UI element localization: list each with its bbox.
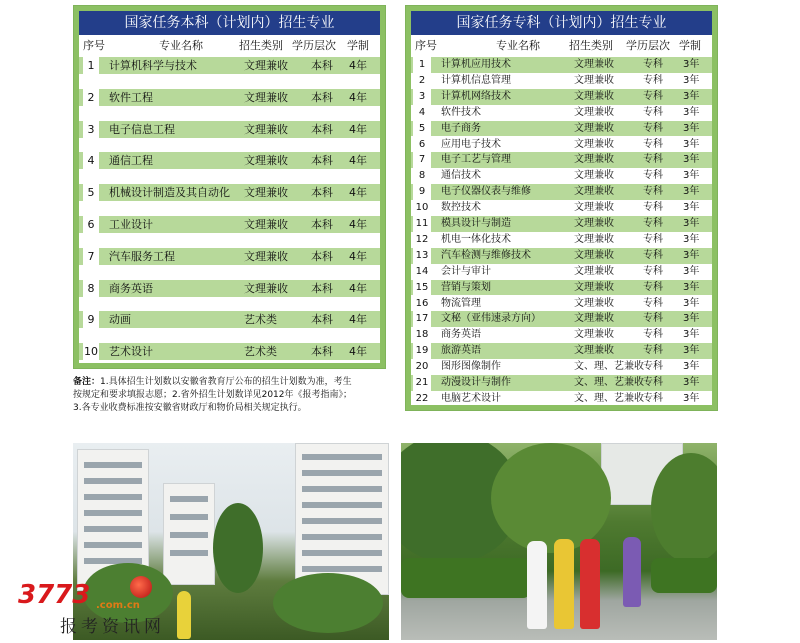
- table-row: [411, 105, 712, 121]
- education-level: 专科: [643, 249, 663, 261]
- table-row: [411, 137, 712, 153]
- education-level: 本科: [311, 313, 333, 327]
- watermark-domain: .com.cn: [96, 600, 140, 611]
- study-years: 3年: [683, 377, 700, 388]
- row-number: 21: [413, 375, 431, 391]
- education-level: 专科: [643, 329, 663, 341]
- study-years: 3年: [683, 218, 700, 229]
- table-row: [411, 152, 712, 168]
- study-years: 3年: [683, 297, 700, 309]
- table-row: [411, 248, 712, 264]
- row-number: 11: [413, 216, 431, 232]
- education-level: 本科: [311, 154, 333, 168]
- study-years: 3年: [683, 361, 700, 373]
- education-level: 专科: [643, 392, 663, 404]
- study-years: 4年: [349, 59, 367, 72]
- student-figure: [527, 541, 547, 629]
- site-watermark-logo: [18, 576, 178, 640]
- associate-majors-table: [405, 5, 718, 411]
- table-row: [411, 296, 712, 312]
- major-name: 电子信息工程: [109, 122, 175, 136]
- table-body: [79, 11, 380, 363]
- row-number: 5: [83, 184, 99, 201]
- study-years: 3年: [683, 154, 700, 166]
- major-name: 汽车服务工程: [109, 249, 175, 263]
- admission-category: 艺术类: [244, 345, 277, 359]
- row-number: 4: [418, 106, 426, 118]
- study-years: 3年: [683, 265, 700, 277]
- table-row: [411, 280, 712, 296]
- table-row: [411, 121, 712, 137]
- table-row: [79, 343, 380, 360]
- admission-category: 文理兼收: [574, 233, 614, 245]
- major-name: 应用电子技术: [441, 138, 501, 150]
- education-level: 专科: [643, 106, 663, 118]
- col-header-category: 招生类别: [239, 39, 283, 52]
- footnote-label: 备注：: [73, 377, 101, 387]
- education-level: 专科: [643, 122, 663, 134]
- row-number: 12: [415, 233, 429, 245]
- row-number: 7: [83, 248, 99, 265]
- major-name: 通信工程: [109, 154, 153, 168]
- study-years: 4年: [349, 122, 367, 136]
- table-row: [411, 327, 712, 343]
- study-years: 4年: [349, 313, 367, 327]
- education-level: 专科: [643, 90, 663, 102]
- education-level: 专科: [643, 74, 663, 86]
- row-number: 2: [418, 74, 426, 86]
- footnote-line-3: 3.各专业收费标准按安徽省财政厅和物价局相关规定执行。: [73, 403, 307, 413]
- table-row: [79, 184, 380, 201]
- major-name: 工业设计: [109, 218, 153, 231]
- table-row: [411, 89, 712, 105]
- admission-category: 文理兼收: [244, 122, 288, 136]
- major-name: 计算机应用技术: [441, 59, 511, 70]
- table-row: [79, 121, 380, 138]
- row-number: 17: [413, 311, 431, 327]
- study-years: 4年: [349, 154, 367, 168]
- major-name: 计算机信息管理: [441, 74, 511, 86]
- student-figure: [623, 537, 641, 607]
- admission-category: 文理兼收: [244, 154, 288, 168]
- major-name: 商务英语: [441, 329, 481, 341]
- admission-category: 文理兼收: [574, 59, 614, 70]
- row-number: 18: [415, 329, 429, 341]
- major-name: 动画: [109, 313, 131, 327]
- education-level: 专科: [643, 345, 663, 357]
- major-name: 软件工程: [109, 90, 153, 104]
- study-years: 3年: [683, 249, 700, 261]
- col-header-years: 学制: [679, 39, 701, 52]
- admission-category: 文理兼收: [244, 90, 288, 104]
- admission-category: 文理兼收: [244, 249, 288, 263]
- col-header-level: 学历层次: [626, 39, 670, 52]
- table-row: [79, 248, 380, 265]
- col-header-category: 招生类别: [569, 39, 613, 52]
- admission-category: 文理兼收: [574, 186, 614, 198]
- tree: [651, 453, 717, 563]
- table-title: 国家任务专科（计划内）招生专业: [411, 11, 712, 35]
- table-row: [411, 184, 712, 200]
- study-years: 4年: [349, 249, 367, 263]
- row-number: 7: [413, 152, 431, 168]
- table-row: [411, 264, 712, 280]
- study-years: 3年: [683, 90, 700, 102]
- education-level: 专科: [643, 377, 663, 388]
- major-name: 数控技术: [441, 202, 481, 214]
- admission-category: 文理兼收: [574, 249, 614, 261]
- hedge: [651, 558, 717, 593]
- row-number: 15: [413, 280, 431, 296]
- major-name: 物流管理: [441, 297, 481, 309]
- major-name: 会计与审计: [441, 265, 491, 277]
- table-header-row: [79, 37, 380, 55]
- admission-category: 文理兼收: [574, 106, 614, 118]
- admission-category: 文理兼收: [574, 297, 614, 309]
- education-level: 专科: [643, 59, 663, 70]
- row-number: 3: [83, 121, 99, 138]
- student-figure: [580, 539, 600, 629]
- major-name: 旅游英语: [441, 345, 481, 357]
- major-name: 软件技术: [441, 106, 481, 118]
- admission-category: 文理兼收: [574, 138, 614, 150]
- major-name: 机电一体化技术: [441, 233, 511, 245]
- study-years: 3年: [683, 138, 700, 150]
- study-years: 3年: [683, 329, 700, 341]
- table-row: [411, 200, 712, 216]
- study-years: 3年: [683, 74, 700, 86]
- table-row: [411, 57, 712, 73]
- admission-category: 艺术类: [244, 313, 277, 327]
- table-row: [411, 73, 712, 89]
- major-name: 计算机网络技术: [441, 90, 511, 102]
- admission-category: 文理兼收: [574, 170, 614, 182]
- building-right: [295, 443, 389, 595]
- tree: [213, 503, 263, 593]
- footnote: [73, 376, 393, 415]
- watermark-number: 3773: [18, 580, 91, 610]
- major-name: 营销与策划: [441, 281, 491, 293]
- row-number: 4: [83, 152, 99, 169]
- admission-category: 文理兼收: [574, 313, 614, 325]
- table-row: [411, 168, 712, 184]
- table-header-row: [411, 37, 712, 55]
- admission-category: 文理兼收: [574, 154, 614, 166]
- hedge: [273, 573, 383, 633]
- row-number: 1: [413, 57, 431, 73]
- admission-category: 文、理、艺兼收: [574, 361, 644, 373]
- col-header-name: 专业名称: [496, 39, 540, 52]
- education-level: 本科: [311, 186, 333, 200]
- major-name: 电子仪器仪表与维修: [441, 186, 531, 198]
- logo-ball-icon: [130, 576, 152, 598]
- study-years: 3年: [683, 170, 700, 182]
- footnote-line-2: 按规定和要求填报志愿；2.省外招生计划数详见2012年《报考指南》；: [73, 390, 352, 400]
- study-years: 3年: [683, 313, 700, 325]
- study-years: 4年: [349, 90, 367, 104]
- admission-category: 文理兼收: [244, 59, 288, 72]
- admission-category: 文理兼收: [574, 345, 614, 357]
- admission-category: 文、理、艺兼收: [574, 377, 644, 388]
- study-years: 4年: [349, 186, 367, 200]
- education-level: 专科: [643, 170, 663, 182]
- major-name: 艺术设计: [109, 345, 153, 359]
- table-row: [79, 152, 380, 169]
- table-row: [411, 232, 712, 248]
- admission-category: 文理兼收: [244, 186, 288, 200]
- major-name: 模具设计与制造: [441, 218, 511, 229]
- row-number: 10: [84, 345, 98, 359]
- admission-category: 文理兼收: [574, 218, 614, 229]
- education-level: 本科: [311, 345, 333, 359]
- major-name: 图形图像制作: [441, 361, 501, 373]
- education-level: 专科: [643, 313, 663, 325]
- education-level: 本科: [311, 281, 333, 295]
- table-row: [411, 216, 712, 232]
- education-level: 本科: [311, 249, 333, 263]
- row-number: 3: [413, 89, 431, 105]
- education-level: 专科: [643, 281, 663, 293]
- watermark-text: 报考资讯网: [60, 617, 165, 637]
- undergraduate-majors-table: [73, 5, 386, 369]
- education-level: 专科: [643, 138, 663, 150]
- major-name: 电脑艺术设计: [441, 392, 501, 404]
- education-level: 专科: [643, 265, 663, 277]
- major-name: 文秘（亚伟速录方向）: [441, 313, 541, 325]
- admission-category: 文理兼收: [574, 90, 614, 102]
- table-row: [79, 280, 380, 297]
- row-number: 22: [415, 392, 429, 404]
- col-header-level: 学历层次: [292, 39, 336, 52]
- students-walking-photo: [401, 443, 717, 640]
- admission-category: 文理兼收: [574, 122, 614, 134]
- row-number: 8: [83, 280, 99, 297]
- hedge: [401, 558, 531, 598]
- study-years: 3年: [683, 106, 700, 118]
- col-header-name: 专业名称: [159, 39, 203, 52]
- admission-category: 文理兼收: [574, 74, 614, 86]
- table-row: [411, 343, 712, 359]
- student-figure: [177, 591, 191, 639]
- table-row: [411, 391, 712, 407]
- education-level: 本科: [311, 90, 333, 104]
- education-level: 本科: [311, 218, 333, 231]
- education-level: 专科: [643, 233, 663, 245]
- building-far: [163, 483, 215, 585]
- col-header-no: 序号: [83, 39, 105, 52]
- study-years: 3年: [683, 281, 700, 293]
- row-number: 6: [418, 138, 426, 150]
- tree: [491, 443, 611, 553]
- admission-category: 文理兼收: [574, 202, 614, 214]
- major-name: 汽车检测与维修技术: [441, 249, 531, 261]
- row-number: 13: [413, 248, 431, 264]
- study-years: 4年: [349, 345, 367, 359]
- education-level: 专科: [643, 186, 663, 198]
- row-number: 16: [415, 297, 429, 309]
- admission-category: 文理兼收: [244, 281, 288, 295]
- footnote-line-1: 1.具体招生计划数以安徽省教育厅公布的招生计划数为准，考生: [100, 377, 352, 387]
- study-years: 3年: [683, 186, 700, 198]
- student-figure: [554, 539, 574, 629]
- study-years: 3年: [683, 345, 700, 357]
- study-years: 3年: [683, 202, 700, 214]
- major-name: 电子工艺与管理: [441, 154, 511, 166]
- major-name: 通信技术: [441, 170, 481, 182]
- admission-category: 文、理、艺兼收: [574, 392, 644, 404]
- education-level: 专科: [643, 202, 663, 214]
- table-row: [79, 57, 380, 74]
- row-number: 6: [83, 216, 99, 233]
- major-name: 动漫设计与制作: [441, 377, 511, 388]
- education-level: 本科: [311, 122, 333, 136]
- major-name: 商务英语: [109, 281, 153, 295]
- study-years: 3年: [683, 392, 700, 404]
- table-row: [79, 89, 380, 106]
- row-number: 9: [83, 311, 99, 328]
- admission-category: 文理兼收: [574, 281, 614, 293]
- row-number: 9: [413, 184, 431, 200]
- row-number: 19: [413, 343, 431, 359]
- study-years: 4年: [349, 281, 367, 295]
- col-header-no: 序号: [415, 39, 437, 52]
- table-row: [411, 311, 712, 327]
- col-header-years: 学制: [347, 39, 369, 52]
- education-level: 专科: [643, 361, 663, 373]
- major-name: 电子商务: [441, 122, 481, 134]
- table-title: 国家任务本科（计划内）招生专业: [79, 11, 380, 35]
- major-name: 计算机科学与技术: [109, 59, 197, 72]
- admission-category: 文理兼收: [244, 218, 288, 231]
- table-row: [411, 375, 712, 391]
- table-row: [411, 359, 712, 375]
- study-years: 3年: [683, 122, 700, 134]
- table-row: [79, 216, 380, 233]
- education-level: 专科: [643, 218, 663, 229]
- row-number: 20: [415, 361, 429, 373]
- major-name: 机械设计制造及其自动化: [109, 186, 230, 200]
- study-years: 3年: [683, 59, 700, 70]
- table-body: [411, 11, 712, 405]
- study-years: 4年: [349, 218, 367, 231]
- education-level: 本科: [311, 59, 333, 72]
- row-number: 14: [415, 265, 429, 277]
- admission-category: 文理兼收: [574, 265, 614, 277]
- study-years: 3年: [683, 233, 700, 245]
- table-row: [79, 311, 380, 328]
- row-number: 10: [415, 202, 429, 214]
- admission-category: 文理兼收: [574, 329, 614, 341]
- education-level: 专科: [643, 154, 663, 166]
- row-number: 2: [83, 89, 99, 106]
- education-level: 专科: [643, 297, 663, 309]
- row-number: 8: [418, 170, 426, 182]
- row-number: 1: [83, 57, 99, 74]
- row-number: 5: [413, 121, 431, 137]
